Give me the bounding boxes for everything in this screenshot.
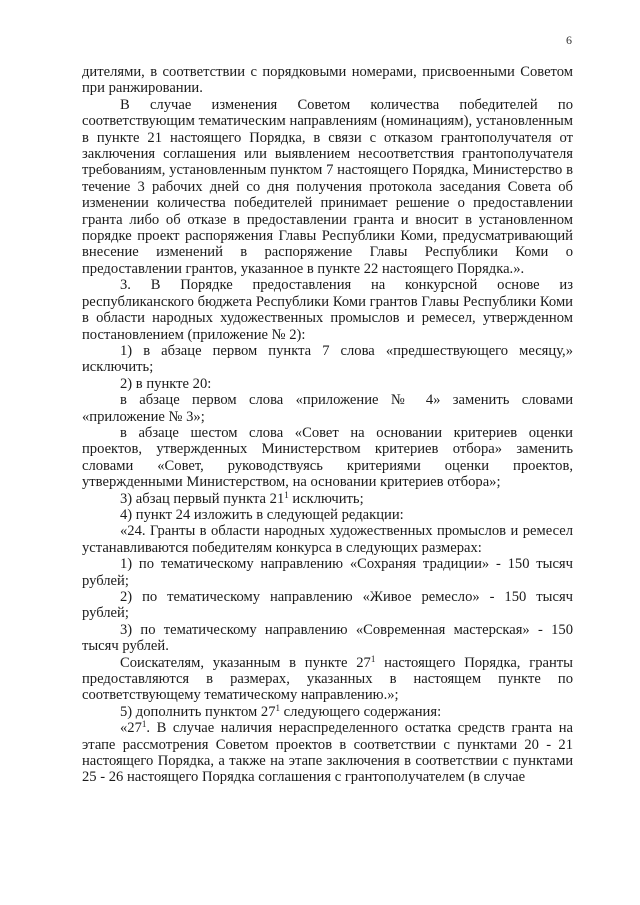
- paragraph-continuation: дителями, в соответствии с порядковыми номерами, присвоенными Советом при ранжировании.: [82, 64, 573, 97]
- paragraph-item-3: [82, 491, 573, 507]
- page-number: 6: [566, 33, 572, 47]
- item27-tail: . В случае наличия нераспределенного остатка средств гранта на этапе рассмотрения Советом проектов в соответствии с пунктами 20 - 21 настоящего Порядка, а также на этапе заключения в соответствии с пунктами 25 - 26 настоящего Порядка соглашения с грантополучателем (в случае: [82, 720, 573, 786]
- paragraph-item-2: 2) в пункте 20:: [120, 375, 212, 392]
- paragraph-section-3: 3. В Порядке предоставления на конкурсной основе из республиканского бюджета Республики Коми грантов Главы Республики Коми в области народных художественных промыслов и ремесел, утвержденном постановлением (приложение № 2):: [82, 277, 573, 343]
- paragraph-grant-3: 3) по тематическому направлению «Современная мастерская» - 150 тысяч рублей.: [82, 621, 573, 655]
- paragraph-first-subparagraph: в абзаце первом слова «приложение № 4» заменить словами «приложение № 3»;: [82, 392, 573, 425]
- applicants-text: Соискателям, указанным в пункте 27: [120, 654, 371, 671]
- paragraph-grant-1: 1) по тематическому направлению «Сохраняя традиции» - 150 тысяч рублей;: [82, 556, 573, 589]
- paragraph-item-4: 4) пункт 24 изложить в следующей редакции:: [120, 506, 404, 523]
- paragraph-item-5: [82, 704, 573, 720]
- item27-sup: 1: [141, 719, 147, 730]
- paragraph-winners-change: В случае изменения Советом количества победителей по соответствующим тематическим направлениям (номинациям), установленным в пункте 21 настоящего Порядка, в связи с отказом грантополучателя от заключения соглашения или выявлением несоответствия грантополучателя требованиям, установленным пунктом 7 настоящего Порядка, Министерство в течение 3 рабочих дней со дня получения протокола заседания Совета об изменении количества победителей принимает решение о предоставлении гранта либо об отказе в предоставлении гранта и вносит в установленном порядке проект распоряжения Главы Республики Коми, предусматривающий внесение изменений в распоряжение Главы Республики Коми о предоставлении грантов, указанное в пункте 22 настоящего Порядка.».: [82, 96, 573, 277]
- item3-text: 3) абзац первый пункта 21: [120, 490, 285, 507]
- item3-tail: исключить;: [288, 490, 364, 507]
- applicants-tail: настоящего Порядка, гранты предоставляются в размерах, указанных в настоящем пункте по соответствующему тематическому направлению.»;: [82, 654, 573, 704]
- item5-sup: 1: [275, 702, 281, 713]
- paragraph-applicants: [82, 655, 573, 704]
- document-body: [82, 64, 573, 786]
- item27-text: «27: [120, 720, 142, 737]
- paragraph-sixth-subparagraph: в абзаце шестом слова «Совет на основании критериев оценки проектов, утвержденных Министерством критериев отбора» заменить словами «Совет, руководствуясь критериями оценки проектов, утвержденными Министерством, на основании критериев отбора»;: [82, 424, 573, 491]
- paragraph-point-27-1: [82, 720, 573, 786]
- paragraph-grant-2: 2) по тематическому направлению «Живое ремесло» - 150 тысяч рублей;: [82, 589, 573, 622]
- paragraph-point-24: «24. Гранты в области народных художественных промыслов и ремесел устанавливаются победителям конкурса в следующих размерах:: [82, 523, 573, 556]
- item3-sup: 1: [284, 489, 289, 500]
- paragraph-item-1: 1) в абзаце первом пункта 7 слова «предшествующего месяцу,» исключить;: [82, 342, 573, 376]
- item5-tail: следующего содержания:: [280, 703, 442, 720]
- item5-text: 5) дополнить пунктом 27: [120, 703, 276, 720]
- applicants-sup: 1: [370, 653, 376, 664]
